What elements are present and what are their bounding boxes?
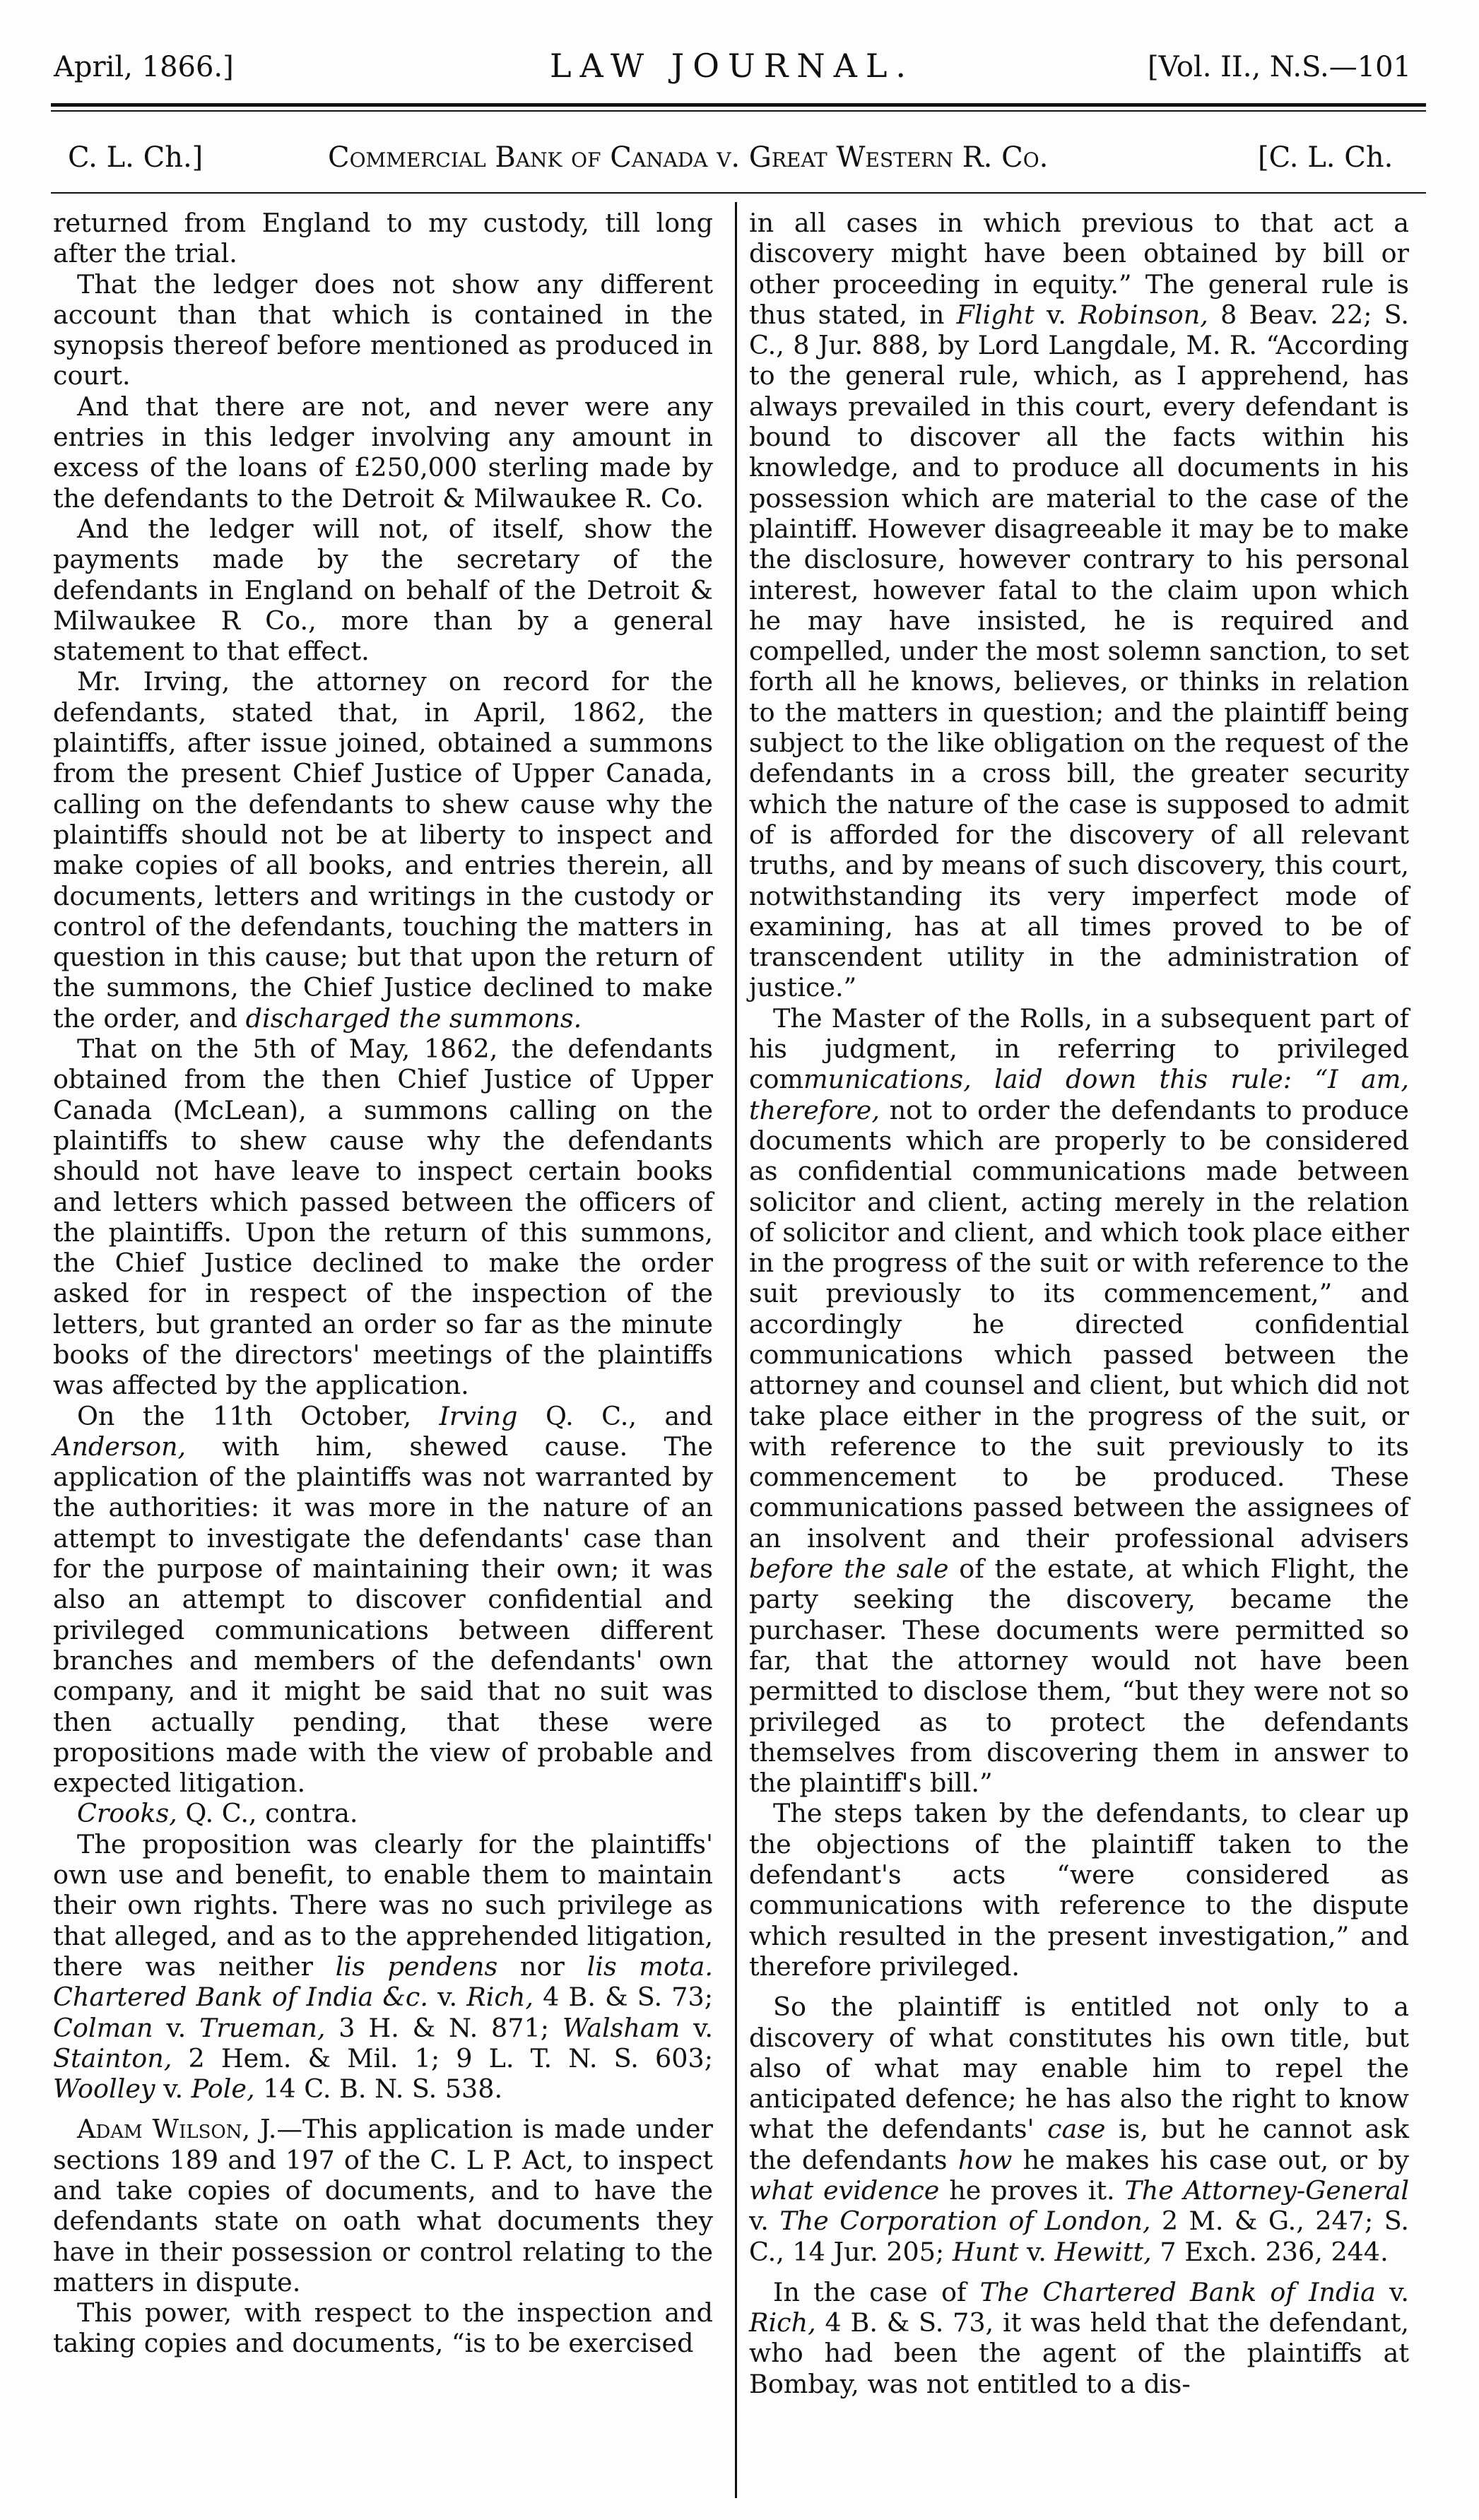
- paragraph: On the 11th October, Irving Q. C., and Anderson, with him, shewed cause. The application of the plaintiffs was not warranted by the authorities: it was more in the nature of an attempt to investigate the defendants' case than for the purpose of maintaining their own; it was also an attempt to discover confidential and privileged communications between different branches and members of the defendants' own company, and it might be said that no suit was then actually pending, that these were propositions made with the view of probable and expected litigation.: [53, 1400, 713, 1799]
- header-rule-thick: [51, 103, 1426, 107]
- paragraph: The steps taken by the defendants, to clear up the objections of the plaintiff taken to the defendant's acts “were considered as communications with reference to the dispute which resulted in the present investigation,” and therefore privileged.: [749, 1798, 1409, 1982]
- case-court-right: [C. L. Ch.: [1258, 141, 1393, 174]
- case-court-left: C. L. Ch.]: [68, 141, 204, 174]
- paragraph: That on the 5th of May, 1862, the defendants obtained from the then Chief Justice of Upper Canada (McLean), a summons calling on the plaintiffs to shew cause why the defendants should not have leave to inspect certain books and letters which passed between the officers of the plaintiffs. Upon the return of this summons, the Chief Justice declined to make the order asked for in respect of the inspection of the letters, but granted an order so far as the minute books of the directors' meetings of the plaintiffs was affected by the application.: [53, 1034, 713, 1401]
- header-date: April, 1866.]: [54, 51, 234, 83]
- paragraph: Mr. Irving, the attorney on record for the defendants, stated that, in April, 1862, the plaintiffs, after issue joined, obtained a summons from the present Chief Justice of Upper Canada, calling on the defendants to shew cause why the plaintiffs should not be at liberty to inspect and make copies of all books, and entries therein, all documents, letters and writings in the custody or control of the defendants, touching the matters in question in this cause; but that upon the return of the summons, the Chief Justice declined to make the order, and discharged the summons.: [53, 666, 713, 1034]
- paragraph: This power, with respect to the inspection and taking copies and documents, “is to be exercised: [53, 2297, 713, 2359]
- paragraph: Adam Wilson, J.—This application is made under sections 189 and 197 of the C. L P. Act, to inspect and take copies of documents, and to have the defendants state on oath what documents they have in their possession or control relating to the matters in dispute.: [53, 2114, 714, 2297]
- column-divider: [735, 202, 737, 2498]
- paragraph: In the case of The Chartered Bank of India v. Rich, 4 B. & S. 73, it was held that the defendant, who had been the agent of the plaintiffs at Bombay, was not entitled to a dis-: [749, 2276, 1409, 2399]
- header-journal-title: LAW JOURNAL.: [550, 47, 914, 85]
- paragraph: That the ledger does not show any different account than that which is contained in the synopsis thereof before mentioned as produced in court.: [53, 268, 713, 391]
- paragraph: The proposition was clearly for the plaintiffs' own use and benefit, to enable them to maintain their own rights. There was no such privilege as that alleged, and as to the apprehended litigation, there was neither lis pendens nor lis mota. Chartered Bank of India &c. v. Rich, 4 B. & S. 73; Colman v. Trueman, 3 H. & N. 871; Walsham v. Stainton, 2 Hem. & Mil. 1; 9 L. T. N. S. 603; Woolley v. Pole, 14 C. B. N. S. 538.: [53, 1828, 714, 2105]
- left-column: [53, 208, 713, 2359]
- case-title: Commercial Bank of Canada v. Great Western R. Co.: [328, 141, 1049, 174]
- paragraph: So the plaintiff is entitled not only to a discovery of what constitutes his own title, but also of what may enable him to repel the anticipated defence; he has also the right to know what the defendants' case is, but he cannot ask the defendants how he makes his case out, or by what evidence he proves it. The Attorney-General v. The Corporation of London, 2 M. & G., 247; S. C., 14 Jur. 205; Hunt v. Hewitt, 7 Exch. 236, 244.: [749, 1992, 1410, 2267]
- paragraph: And that there are not, and never were any entries in this ledger involving any amount in excess of the loans of £250,000 sterling made by the defendants to the Detroit & Milwaukee R. Co.: [53, 391, 713, 514]
- paragraph: And the ledger will not, of itself, show the payments made by the secretary of the defendants in England on behalf of the Detroit & Milwaukee R Co., more than by a general statement to that effect.: [53, 513, 713, 667]
- header-rule-thin: [51, 110, 1426, 112]
- right-column: [749, 208, 1409, 2399]
- case-header-rule: [51, 192, 1426, 194]
- header-volume-page: [Vol. II., N.S.—101: [1148, 51, 1412, 83]
- paragraph: Crooks, Q. C., contra.: [77, 1798, 358, 1829]
- paragraph: The Master of the Rolls, in a subsequent part of his judgment, in referring to privileged communications, laid down this rule: “I am, therefore, not to order the defendants to produce documents which are properly to be considered as confidential communications made between solicitor and client, acting merely in the relation of solicitor and client, and which took place either in the progress of the suit or with reference to the suit previously to its commencement,” and accordingly he directed confidential communications which passed between the attorney and counsel and client, but which did not take place either in the progress of the suit, or with reference to the suit previously to its commencement to be produced. These communications passed between the assignees of an insolvent and their professional advisers before the sale of the estate, at which Flight, the party seeking the discovery, became the purchaser. These documents were permitted so far, that the attorney would not have been permitted to disclose them, “but they were not so privileged as to protect the defendants themselves from discovering them in answer to the plaintiff's bill.”: [749, 1002, 1409, 1799]
- paragraph: in all cases in which previous to that act a discovery might have been obtained by bill or other proceeding in equity.” The general rule is thus stated, in Flight v. Robinson, 8 Beav. 22; S. C., 8 Jur. 888, by Lord Langdale, M. R. “According to the general rule, which, as I apprehend, has always prevailed in this court, every defendant is bound to discover all the facts within his knowledge, and to produce all documents in his possession which are material to the case of the plaintiff. However disagreeable it may be to make the disclosure, however contrary to his personal interest, however fatal to the claim upon which he may have insisted, he is required and compelled, under the most solemn sanction, to set forth all he knows, believes, or thinks in relation to the matters in question; and the plaintiff being subject to the like obligation on the request of the defendants in a cross bill, the greater security which the nature of the case is supposed to admit of is afforded for the discovery of all relevant truths, and by means of such discovery, this court, notwithstanding its very imperfect mode of examining, has at all times proved to be of transcendent utility in the administration of justice.”: [749, 208, 1409, 1003]
- paragraph: returned from England to my custody, till long after the trial.: [53, 208, 713, 269]
